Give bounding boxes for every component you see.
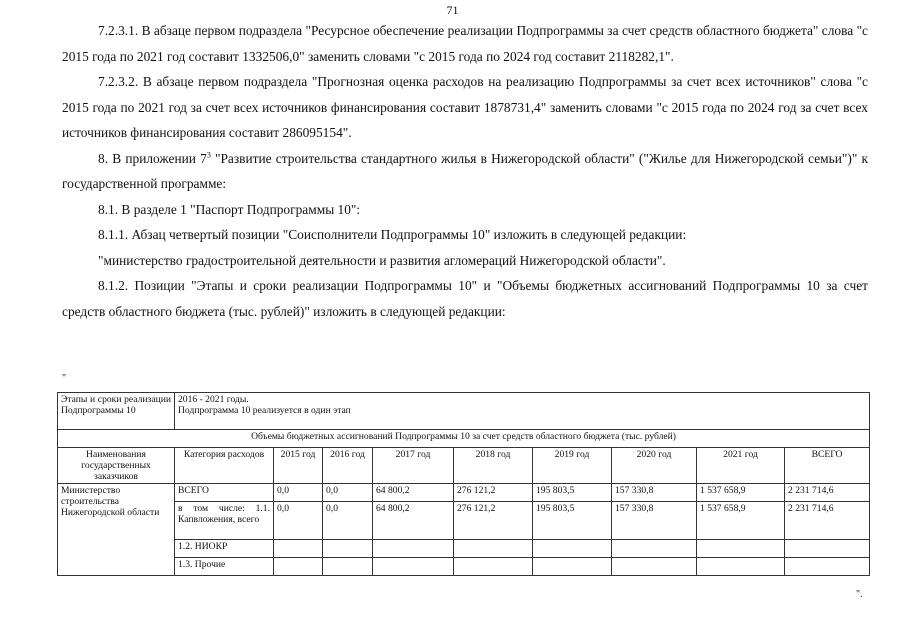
value-cell bbox=[785, 540, 870, 558]
value-cell bbox=[373, 558, 454, 576]
quote-close-mark: ". bbox=[856, 589, 863, 600]
paragraph-8-1-1: 8.1.1. Абзац четвертый позиции "Соисполнители Подпрограммы 10" изложить в следующей редакции: bbox=[98, 227, 687, 242]
column-header: 2017 год bbox=[373, 448, 454, 484]
stages-note: Подпрограмма 10 реализуется в один этап bbox=[178, 405, 351, 416]
value-cell bbox=[323, 540, 373, 558]
value-cell: 195 803,5 bbox=[533, 502, 612, 540]
paragraph-8-superscript: 3 bbox=[206, 150, 211, 160]
value-cell bbox=[697, 540, 785, 558]
volumes-header-cell: Объемы бюджетных ассигнований Подпрограммы 10 за счет средств областного бюджета (тыс. рублей) bbox=[58, 430, 870, 448]
value-cell: 0,0 bbox=[323, 502, 373, 540]
value-cell: 64 800,2 bbox=[373, 502, 454, 540]
category-cell: 1.3. Прочие bbox=[175, 558, 274, 576]
column-header: 2016 год bbox=[323, 448, 373, 484]
value-cell: 157 330,8 bbox=[612, 484, 697, 502]
value-cell: 64 800,2 bbox=[373, 484, 454, 502]
stages-value-cell bbox=[175, 393, 870, 430]
paragraph-7-2-3-2: 7.2.3.2. В абзаце первом подраздела "Прогнозная оценка расходов на реализацию Подпрограммы за счет всех источников" слова "с 2015 года по 2021 год за счет всех источников финансирования составит 1878731,4" заменить словами "с 2015 года по 2024 год за счет всех источников финансирования составит 286095154". bbox=[62, 74, 868, 140]
column-header: 2015 год bbox=[274, 448, 323, 484]
value-cell bbox=[323, 558, 373, 576]
paragraph-8-lead: 8. В приложении 7 bbox=[98, 150, 207, 166]
paragraph-ministry-quote: "министерство градостроительной деятельности и развития агломераций Нижегородской области". bbox=[98, 252, 666, 268]
value-cell bbox=[612, 540, 697, 558]
column-header: Наименования государственных заказчиков bbox=[58, 448, 175, 484]
budget-table bbox=[57, 392, 870, 576]
value-cell: 276 121,2 bbox=[454, 484, 533, 502]
value-cell bbox=[533, 558, 612, 576]
paragraph-7-2-3-1: 7.2.3.1. В абзаце первом подраздела "Ресурсное обеспечение реализации Подпрограммы за счет средств областного бюджета" слова "с 2015 года по 2021 год составит 1332506,0" заменить словами "с 2015 года по 2024 год составит 2118282,1". bbox=[62, 23, 868, 64]
category-cell: 1.2. НИОКР bbox=[175, 540, 274, 558]
column-header: 2019 год bbox=[533, 448, 612, 484]
table-row bbox=[58, 502, 870, 540]
paragraph-8-rest: "Развитие строительства стандартного жилья в Нижегородской области" ("Жилье для Нижегородской семьи")" к государственной программе: bbox=[62, 150, 868, 191]
column-header: 2021 год bbox=[697, 448, 785, 484]
category-cell: ВСЕГО bbox=[175, 484, 274, 502]
value-cell: 195 803,5 bbox=[533, 484, 612, 502]
value-cell bbox=[612, 558, 697, 576]
value-cell: 2 231 714,6 bbox=[785, 484, 870, 502]
volumes-header-row bbox=[58, 430, 870, 448]
value-cell bbox=[454, 558, 533, 576]
value-cell bbox=[274, 558, 323, 576]
value-cell: 0,0 bbox=[323, 484, 373, 502]
value-cell bbox=[274, 540, 323, 558]
value-cell: 0,0 bbox=[274, 484, 323, 502]
column-header: Категория расходов bbox=[175, 448, 274, 484]
value-cell: 0,0 bbox=[274, 502, 323, 540]
value-cell bbox=[697, 558, 785, 576]
table-row bbox=[58, 540, 870, 558]
value-cell bbox=[373, 540, 454, 558]
stages-label-cell: Этапы и сроки реализации Подпрограммы 10 bbox=[58, 393, 175, 430]
value-cell: 1 537 658,9 bbox=[697, 484, 785, 502]
column-header: 2018 год bbox=[454, 448, 533, 484]
paragraph-8-1-2: 8.1.2. Позиции "Этапы и сроки реализации Подпрограммы 10" и "Объемы бюджетных ассигнований Подпрограммы 10 за счет средств областного бюджета (тыс. рублей)" изложить в следующей редакции: bbox=[62, 278, 868, 319]
value-cell: 276 121,2 bbox=[454, 502, 533, 540]
column-header: 2020 год bbox=[612, 448, 697, 484]
paragraph-8-1: 8.1. В разделе 1 "Паспорт Подпрограммы 10": bbox=[98, 201, 361, 217]
value-cell bbox=[454, 540, 533, 558]
page-number: 71 bbox=[446, 3, 459, 17]
table-row bbox=[58, 484, 870, 502]
value-cell: 157 330,8 bbox=[612, 502, 697, 540]
quote-open-mark: " bbox=[62, 373, 67, 384]
value-cell bbox=[533, 540, 612, 558]
document-body bbox=[62, 18, 868, 324]
value-cell: 2 231 714,6 bbox=[785, 502, 870, 540]
value-cell bbox=[785, 558, 870, 576]
column-header: ВСЕГО bbox=[785, 448, 870, 484]
column-header-row bbox=[58, 448, 870, 484]
value-cell: 1 537 658,9 bbox=[697, 502, 785, 540]
stages-row bbox=[58, 393, 870, 430]
table-row bbox=[58, 558, 870, 576]
stages-period: 2016 - 2021 годы. bbox=[178, 394, 249, 405]
category-cell: в том числе: 1.1. Капвложения, всего bbox=[175, 502, 274, 540]
paragraph-8 bbox=[62, 146, 868, 197]
customer-cell: Министерство строительства Нижегородской области bbox=[58, 484, 175, 576]
